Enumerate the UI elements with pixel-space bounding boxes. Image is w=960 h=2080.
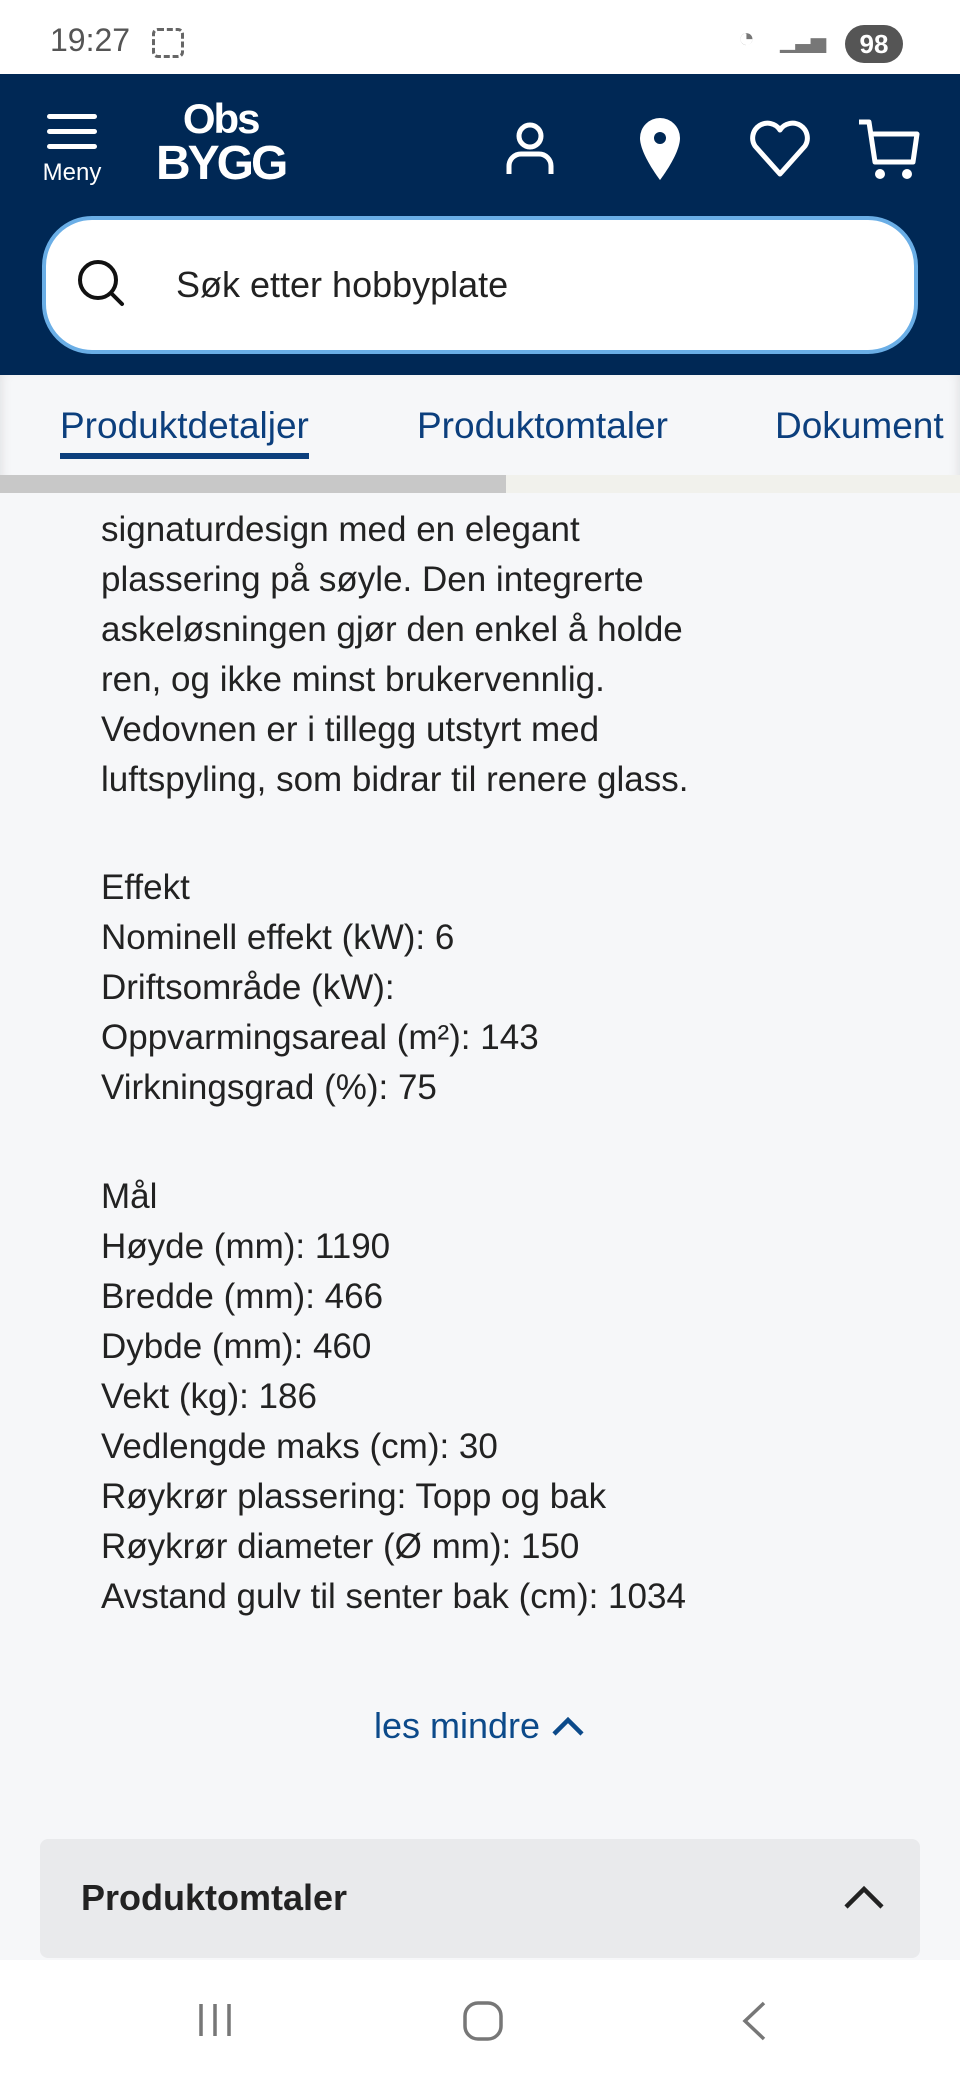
- description-line: signaturdesign med en elegant: [101, 510, 580, 549]
- description-line: plassering på søyle. Den integrerte: [101, 560, 644, 599]
- spec-line: Vekt (kg): 186: [101, 1377, 317, 1416]
- back-icon[interactable]: [738, 2000, 770, 2042]
- tab-dokument[interactable]: Dokument: [775, 405, 944, 446]
- spec-line: Røykrør diameter (Ø mm): 150: [101, 1527, 580, 1566]
- user-icon[interactable]: [495, 114, 565, 184]
- description-line: askeløsningen gjør den enkel å holde: [101, 610, 683, 649]
- menu-button[interactable]: [36, 114, 108, 187]
- recent-apps-icon[interactable]: [193, 2000, 237, 2040]
- search-placeholder: Søk etter hobbyplate: [176, 264, 509, 305]
- menu-label: Meny: [42, 159, 102, 186]
- spec-line: Røykrør plassering: Topp og bak: [101, 1477, 607, 1516]
- maal-heading: Mål: [101, 1177, 158, 1216]
- search-icon: [74, 256, 130, 312]
- spec-line: Bredde (mm): 466: [101, 1277, 384, 1316]
- description-line: Vedovnen er i tillegg utstyrt med: [101, 710, 600, 749]
- screenshot-icon: [152, 28, 184, 58]
- chevron-up-icon: [842, 1877, 886, 1917]
- obs-bygg-logo[interactable]: [156, 95, 286, 190]
- product-description: [101, 505, 688, 805]
- read-less-label: les mindre: [373, 1705, 541, 1746]
- logo-bottom: BYGG: [156, 137, 286, 190]
- status-time: 19:27: [50, 22, 131, 58]
- cart-icon[interactable]: [855, 114, 925, 184]
- maal-section: [101, 1172, 686, 1622]
- home-icon[interactable]: [462, 2000, 504, 2042]
- spec-line: Høyde (mm): 1190: [101, 1227, 391, 1266]
- tabs-scrollbar[interactable]: [0, 475, 960, 493]
- logo-top: Obs: [182, 95, 259, 142]
- description-line: luftspyling, som bidrar til renere glass.: [101, 760, 689, 799]
- spec-line: Dybde (mm): 460: [101, 1327, 372, 1366]
- spec-line: Avstand gulv til senter bak (cm): 1034: [101, 1577, 686, 1616]
- wifi-icon: ◔: [738, 22, 755, 53]
- spec-line: Driftsområde (kW):: [101, 968, 395, 1007]
- spec-line: Virkningsgrad (%): 75: [101, 1068, 437, 1107]
- spec-line: Oppvarmingsareal (m²): 143: [101, 1018, 539, 1057]
- heart-icon[interactable]: [745, 114, 815, 184]
- tab-produktdetaljer[interactable]: Produktdetaljer: [60, 405, 309, 459]
- effekt-section: [101, 863, 539, 1113]
- search-input[interactable]: [42, 216, 918, 354]
- tab-produktomtaler[interactable]: Produktomtaler: [417, 405, 668, 446]
- hamburger-icon: [36, 114, 108, 149]
- battery-badge: 98: [845, 25, 903, 63]
- effekt-heading: Effekt: [101, 868, 190, 907]
- read-less-link[interactable]: [0, 1705, 960, 1747]
- description-line: ren, og ikke minst brukervennlig.: [101, 660, 605, 699]
- scrollbar-thumb[interactable]: [0, 475, 506, 493]
- android-nav-bar: [0, 1960, 960, 2080]
- signal-icon: ▁▃▅: [780, 31, 827, 53]
- chevron-up-icon: [550, 1714, 586, 1738]
- location-pin-icon[interactable]: [625, 114, 695, 184]
- status-bar: [0, 0, 960, 74]
- site-header: [0, 74, 960, 375]
- reviews-accordion-title: Produktomtaler: [81, 1877, 348, 1918]
- spec-line: Nominell effekt (kW): 6: [101, 918, 455, 957]
- reviews-accordion[interactable]: [40, 1839, 920, 1958]
- spec-line: Vedlengde maks (cm): 30: [101, 1427, 498, 1466]
